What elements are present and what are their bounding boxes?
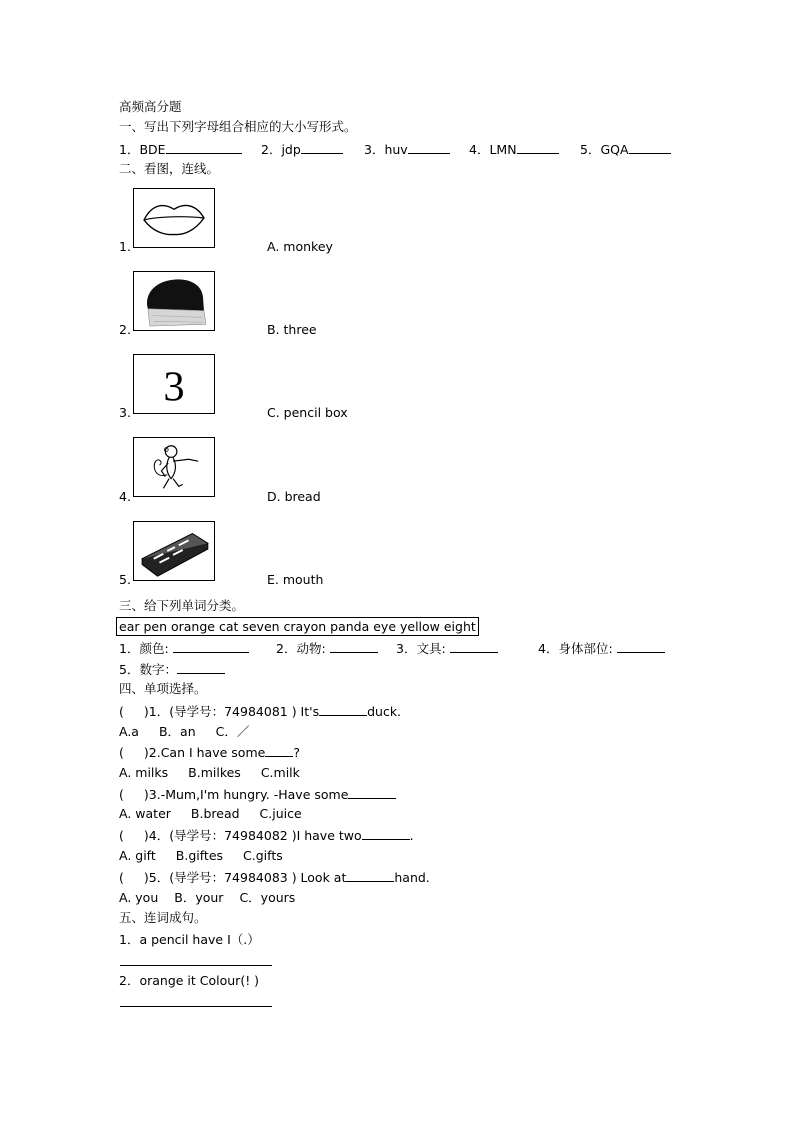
question-1 (119, 703, 401, 720)
three-icon (134, 355, 214, 413)
answer-blank[interactable] (177, 661, 225, 674)
monkey-icon (134, 438, 214, 496)
letters-item-3 (364, 141, 450, 158)
section-5-heading: 五、连词成句。 (119, 910, 207, 925)
answer-paren-open: ( (119, 870, 124, 885)
option-b: B．an (158, 724, 196, 739)
section-2-heading: 二、看图，连线。 (119, 161, 220, 176)
answer-paren-open: ( (119, 787, 124, 802)
category-body-part-label: 4．身体部位: (538, 641, 613, 656)
answer-blank[interactable] (517, 141, 559, 154)
answer-blank[interactable] (408, 141, 450, 154)
answer-blank[interactable] (346, 869, 394, 882)
answer-blank[interactable] (348, 786, 396, 799)
option-c: C.juice (259, 806, 302, 821)
option-b: B.bread (190, 806, 240, 821)
bread-picture (133, 271, 215, 331)
question-1-text: )1．(导学号：74984081 ) It's (143, 704, 320, 719)
letters-item-3-label: 3．huv (364, 142, 408, 157)
answer-paren-open: ( (119, 704, 124, 719)
option-b: B.giftes (175, 848, 224, 863)
option-e-mouth: E. mouth (267, 572, 324, 587)
answer-blank[interactable] (450, 640, 498, 653)
picture-number-2: 2. (119, 322, 131, 337)
question-3 (119, 786, 396, 803)
answer-line-2[interactable] (120, 1006, 272, 1007)
bread-icon (134, 272, 214, 330)
word-bank: ear pen orange cat seven crayon panda eye yellow eight (116, 617, 479, 636)
option-a: A. water (119, 806, 171, 821)
option-c: C.milk (260, 765, 300, 780)
category-stationery-label: 3．文具: (396, 641, 446, 656)
category-body-part (538, 640, 665, 657)
question-2-text: )2.Can I have some (143, 745, 266, 760)
question-4 (119, 827, 414, 844)
option-c: C．／ (215, 724, 250, 739)
option-b: B．your (174, 890, 224, 905)
letters-item-1 (119, 141, 242, 158)
picture-number-3: 3. (119, 405, 131, 420)
option-d-bread: D. bread (267, 489, 321, 504)
letters-item-4 (469, 141, 559, 158)
question-2 (119, 744, 300, 761)
question-4-text: )4．(导学号：74984082 )I have two (143, 828, 362, 843)
option-a: A. you (119, 890, 159, 905)
answer-blank[interactable] (617, 640, 665, 653)
option-b-three: B. three (267, 322, 317, 337)
category-animal-label: 2．动物: (276, 641, 326, 656)
option-c-pencil-box: C. pencil box (267, 405, 348, 420)
mouth-picture (133, 188, 215, 248)
pencil-box-picture (133, 521, 215, 581)
option-a: A. milks (119, 765, 169, 780)
answer-blank[interactable] (330, 640, 378, 653)
answer-paren-open: ( (119, 828, 124, 843)
category-colour (119, 640, 249, 657)
picture-number-4: 4. (119, 489, 131, 504)
picture-number-5: 5. (119, 572, 131, 587)
category-stationery (396, 640, 498, 657)
question-2-options (119, 765, 300, 781)
letters-item-2 (261, 141, 343, 158)
question-5-options (119, 890, 295, 906)
question-3-options (119, 806, 302, 822)
answer-blank[interactable] (629, 141, 671, 154)
page-title: 高频高分题 (119, 99, 182, 114)
answer-blank[interactable] (362, 827, 410, 840)
option-b: B.milkes (188, 765, 241, 780)
letters-item-4-label: 4．LMN (469, 142, 517, 157)
monkey-picture (133, 437, 215, 497)
sentence-question-2: 2．orange it Colour(! ) (119, 973, 260, 988)
category-number (119, 661, 225, 678)
answer-blank[interactable] (319, 703, 367, 716)
question-5-tail: hand. (394, 870, 430, 885)
three-digit: 3 (163, 363, 185, 411)
option-c: C.gifts (243, 848, 283, 863)
question-4-tail: . (409, 828, 414, 843)
picture-number-1: 1. (119, 239, 131, 254)
number-three-picture (133, 354, 215, 414)
category-colour-label: 1．颜色: (119, 641, 169, 656)
sentence-question-1: 1．a pencil have I（.） (119, 932, 260, 947)
question-1-options (119, 724, 249, 740)
question-3-text: )3.-Mum,I'm hungry. -Have some (143, 787, 349, 802)
category-number-label: 5．数字： (119, 662, 177, 677)
answer-blank[interactable] (265, 744, 293, 757)
question-5 (119, 869, 430, 886)
letters-item-5-label: 5．GQA (580, 142, 629, 157)
mouth-icon (134, 189, 214, 247)
option-c: C．yours (239, 890, 296, 905)
question-1-tail: duck. (367, 704, 402, 719)
pencil-box-icon (134, 522, 214, 580)
question-4-options (119, 848, 283, 864)
section-4-heading: 四、单项选择。 (119, 681, 207, 696)
question-2-tail: ? (293, 745, 300, 760)
answer-line-1[interactable] (120, 965, 272, 966)
answer-blank[interactable] (301, 141, 343, 154)
answer-paren-open: ( (119, 745, 124, 760)
section-3-heading: 三、给下列单词分类。 (119, 598, 245, 613)
letters-item-2-label: 2．jdp (261, 142, 301, 157)
category-animal (276, 640, 378, 657)
letters-item-1-label: 1．BDE (119, 142, 166, 157)
question-5-text: )5．(导学号：74984083 ) Look at (143, 870, 347, 885)
letters-item-5 (580, 141, 671, 158)
option-a: A.a (119, 724, 139, 739)
answer-blank[interactable] (173, 640, 249, 653)
section-1-heading: 一、写出下列字母组合相应的大小写形式。 (119, 119, 357, 134)
option-a: A. gift (119, 848, 156, 863)
option-a-monkey: A. monkey (267, 239, 333, 254)
answer-blank[interactable] (166, 141, 242, 154)
